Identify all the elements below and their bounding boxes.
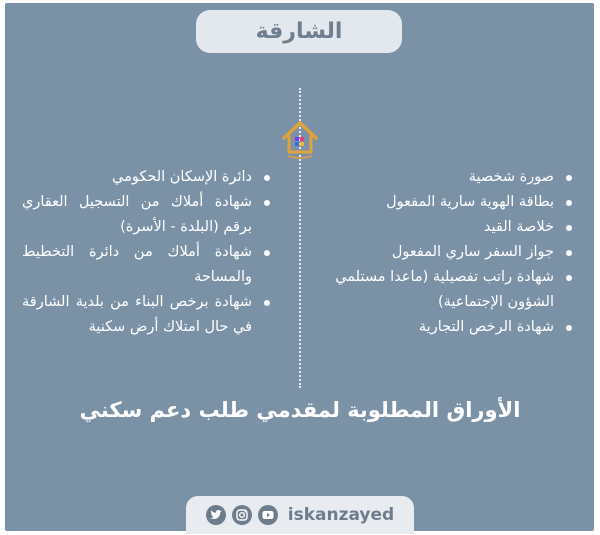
instagram-icon[interactable] — [232, 505, 252, 525]
documents-heading: الأوراق المطلوبة لمقدمي طلب دعم سكني — [79, 398, 521, 422]
list-item: بطاقة الهوية سارية المفعول — [314, 190, 576, 215]
bullet-icon — [566, 200, 572, 206]
list-item: شهادة برخص البناء من بلدية الشارقة في حال امتلاك أرض سكنية — [22, 290, 274, 340]
list-item: شهادة راتب تفصيلية (ماعدا مستلمي الشؤون الإجتماعية) — [314, 265, 576, 315]
bullet-icon — [264, 250, 270, 256]
bullet-icon — [566, 175, 572, 181]
social-handle[interactable]: iskanzayed — [287, 505, 395, 525]
twitter-icon[interactable] — [206, 505, 226, 525]
left-requirements-list — [22, 165, 274, 340]
youtube-icon[interactable] — [258, 505, 278, 525]
social-footer — [186, 496, 414, 534]
bullet-icon — [264, 175, 270, 181]
house-logo-icon — [280, 118, 320, 160]
bullet-icon — [264, 200, 270, 206]
list-item: جواز السفر ساري المفعول — [314, 240, 576, 265]
title-text: الشارقة — [255, 19, 343, 44]
list-item: شهادة الرخص التجارية — [314, 315, 576, 340]
right-requirements-list — [314, 165, 576, 340]
bullet-icon — [264, 300, 270, 306]
page-title — [196, 10, 402, 53]
list-item: شهادة أملاك من دائرة التخطيط والمساحة — [22, 240, 274, 290]
bullet-icon — [566, 250, 572, 256]
bullet-icon — [566, 275, 572, 281]
bullet-icon — [566, 325, 572, 331]
list-item: خلاصة القيد — [314, 215, 576, 240]
list-item: شهادة أملاك من التسجيل العقاري برقم (البلدة - الأسرة) — [22, 190, 274, 240]
bullet-icon — [566, 225, 572, 231]
list-item: دائرة الإسكان الحكومي — [22, 165, 274, 190]
list-item: صورة شخصية — [314, 165, 576, 190]
